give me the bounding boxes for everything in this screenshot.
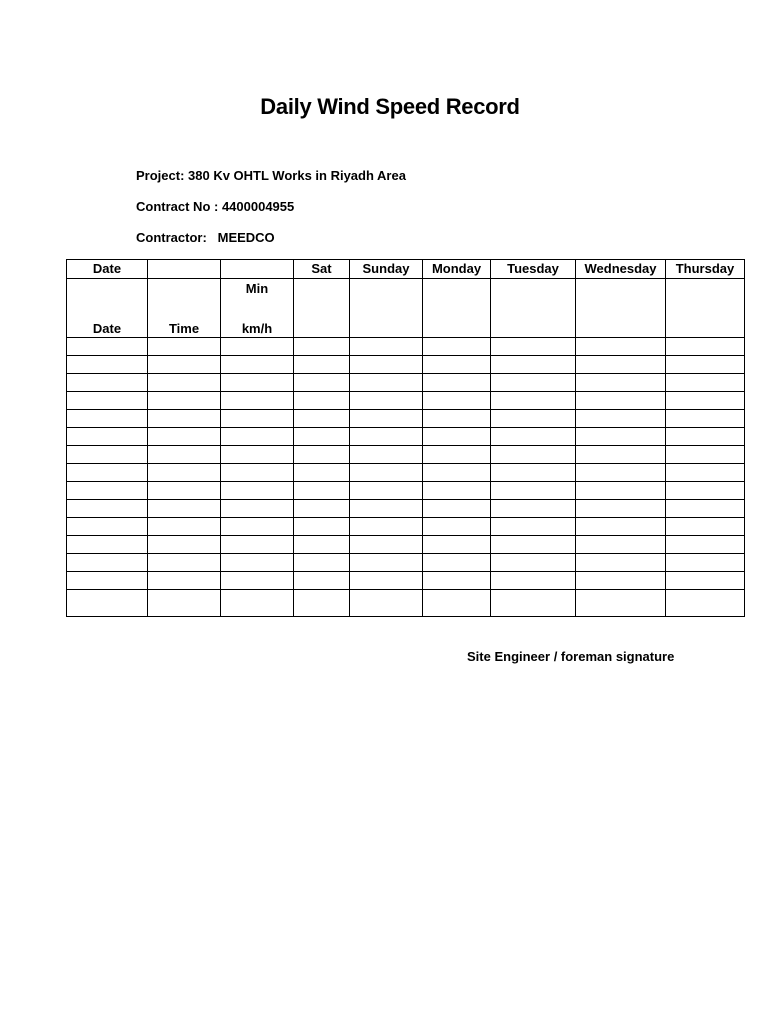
table-cell[interactable] [67,464,148,482]
table-cell[interactable] [67,446,148,464]
table-cell[interactable] [491,554,576,572]
table-cell[interactable] [350,392,423,410]
table-cell[interactable] [294,536,350,554]
table-cell[interactable] [423,464,491,482]
table-cell[interactable] [221,356,294,374]
table-cell[interactable] [423,554,491,572]
table-cell[interactable] [67,572,148,590]
table-cell[interactable] [67,356,148,374]
table-cell[interactable] [148,482,221,500]
table-cell[interactable] [221,572,294,590]
table-cell[interactable] [666,464,745,482]
table-cell[interactable] [576,374,666,392]
table-cell[interactable] [423,392,491,410]
page-title: Daily Wind Speed Record [260,94,520,119]
subheader-cell [666,279,745,338]
table-cell[interactable] [666,572,745,590]
table-cell[interactable] [221,500,294,518]
table-cell[interactable] [221,338,294,356]
table-cell[interactable] [148,392,221,410]
table-row [67,374,745,392]
table-cell[interactable] [423,500,491,518]
table-cell[interactable] [148,428,221,446]
table-row [67,446,745,464]
table-cell[interactable] [350,428,423,446]
table-cell[interactable] [576,338,666,356]
table-row [67,428,745,446]
subheader-unit-label: km/h [241,321,273,336]
table-cell[interactable] [294,482,350,500]
table-cell[interactable] [294,410,350,428]
table-row [67,500,745,518]
table-cell[interactable] [576,518,666,536]
table-cell[interactable] [491,500,576,518]
subheader-cell [350,279,423,338]
contractor-line: Contractor: MEEDCO [136,230,275,245]
table-cell[interactable] [148,464,221,482]
header-wednesday: Wednesday [576,260,666,279]
table-cell[interactable] [148,590,221,617]
table-row [67,518,745,536]
table-cell[interactable] [576,392,666,410]
table-cell[interactable] [576,428,666,446]
table-cell[interactable] [666,374,745,392]
table-cell[interactable] [148,374,221,392]
table-cell[interactable] [491,356,576,374]
header-blank-1 [148,260,221,279]
header-date: Date [67,260,148,279]
table-cell[interactable] [221,536,294,554]
subheader-date: Date [67,279,148,338]
table-cell[interactable] [576,536,666,554]
table-cell[interactable] [576,554,666,572]
subheader-cell [294,279,350,338]
table-cell[interactable] [294,554,350,572]
table-cell[interactable] [67,374,148,392]
table-cell[interactable] [423,482,491,500]
table-cell[interactable] [423,536,491,554]
table-row [67,410,745,428]
table-cell[interactable] [666,428,745,446]
table-cell[interactable] [294,338,350,356]
table-cell[interactable] [294,590,350,617]
table-cell[interactable] [491,446,576,464]
table-cell[interactable] [576,464,666,482]
table-cell[interactable] [423,446,491,464]
header-thursday: Thursday [666,260,745,279]
signature-label: Site Engineer / foreman signature [467,649,675,664]
table-cell[interactable] [67,554,148,572]
table-cell[interactable] [67,410,148,428]
table-cell[interactable] [67,536,148,554]
table-header-row [67,260,745,279]
table-cell[interactable] [67,518,148,536]
table-cell[interactable] [67,482,148,500]
table-cell[interactable] [491,338,576,356]
table-row [67,554,745,572]
table-cell[interactable] [666,590,745,617]
table-cell[interactable] [423,338,491,356]
table-cell[interactable] [350,410,423,428]
table-cell[interactable] [294,374,350,392]
table-cell[interactable] [423,410,491,428]
table-cell[interactable] [294,572,350,590]
table-cell[interactable] [576,572,666,590]
table-cell[interactable] [350,374,423,392]
table-cell[interactable] [423,428,491,446]
table-cell[interactable] [491,572,576,590]
table-cell[interactable] [67,590,148,617]
table-cell[interactable] [576,446,666,464]
table-cell[interactable] [294,500,350,518]
table-cell[interactable] [350,518,423,536]
header-sat: Sat [294,260,350,279]
table-cell[interactable] [350,446,423,464]
table-cell[interactable] [221,518,294,536]
table-cell[interactable] [576,500,666,518]
table-cell[interactable] [666,518,745,536]
table-cell[interactable] [491,464,576,482]
table-cell[interactable] [350,554,423,572]
table-row [67,590,745,617]
table-cell[interactable] [350,464,423,482]
table-cell[interactable] [221,482,294,500]
table-cell[interactable] [491,428,576,446]
subheader-min-label: Min [245,281,269,296]
table-cell[interactable] [148,356,221,374]
table-row [67,572,745,590]
table-cell[interactable] [67,500,148,518]
table-cell[interactable] [491,392,576,410]
table-cell[interactable] [666,392,745,410]
table-cell[interactable] [576,410,666,428]
table-cell[interactable] [491,482,576,500]
table-cell[interactable] [666,410,745,428]
table-cell[interactable] [576,482,666,500]
table-cell[interactable] [148,572,221,590]
table-cell[interactable] [350,500,423,518]
table-cell[interactable] [666,482,745,500]
table-cell[interactable] [294,356,350,374]
table-cell[interactable] [491,410,576,428]
table-cell[interactable] [423,356,491,374]
table-cell[interactable] [67,338,148,356]
table-row [67,356,745,374]
table-cell[interactable] [221,374,294,392]
table-cell[interactable] [148,446,221,464]
table-cell[interactable] [666,536,745,554]
contract-number-line: Contract No : 4400004955 [136,199,295,214]
table-cell[interactable] [423,590,491,617]
table-cell[interactable] [350,572,423,590]
table-cell[interactable] [491,536,576,554]
table-cell[interactable] [221,464,294,482]
table-cell[interactable] [666,446,745,464]
table-cell[interactable] [576,590,666,617]
table-cell[interactable] [221,554,294,572]
table-cell[interactable] [491,518,576,536]
subheader-cell [423,279,491,338]
table-row [67,392,745,410]
table-cell[interactable] [350,338,423,356]
project-line: Project: 380 Kv OHTL Works in Riyadh Area [136,168,406,183]
table-cell[interactable] [148,338,221,356]
table-row [67,338,745,356]
table-cell[interactable] [148,500,221,518]
header-sunday: Sunday [350,260,423,279]
table-cell[interactable] [148,518,221,536]
subheader-cell [576,279,666,338]
table-cell[interactable] [350,590,423,617]
table-cell[interactable] [576,356,666,374]
table-cell[interactable] [350,482,423,500]
table-cell[interactable] [221,410,294,428]
table-cell[interactable] [491,374,576,392]
table-cell[interactable] [666,500,745,518]
table-cell[interactable] [294,464,350,482]
table-cell[interactable] [148,536,221,554]
table-cell[interactable] [423,572,491,590]
header-monday: Monday [423,260,491,279]
table-cell[interactable] [67,392,148,410]
table-cell[interactable] [350,356,423,374]
subheader-min-speed [221,279,294,338]
table-row [67,464,745,482]
table-cell[interactable] [294,518,350,536]
table-cell[interactable] [294,392,350,410]
table-cell[interactable] [666,356,745,374]
table-cell[interactable] [423,374,491,392]
header-blank-2 [221,260,294,279]
table-cell[interactable] [221,392,294,410]
table-cell[interactable] [666,554,745,572]
wind-speed-table [66,259,745,617]
table-cell[interactable] [221,590,294,617]
table-cell[interactable] [221,446,294,464]
table-subheader-row [67,279,745,338]
table-cell[interactable] [666,338,745,356]
table-cell[interactable] [221,428,294,446]
table-cell[interactable] [350,536,423,554]
table-cell[interactable] [294,446,350,464]
table-cell[interactable] [148,410,221,428]
table-cell[interactable] [294,428,350,446]
subheader-cell [491,279,576,338]
table-row [67,536,745,554]
subheader-time: Time [148,279,221,338]
table-cell[interactable] [148,554,221,572]
table-row [67,482,745,500]
table-cell[interactable] [67,428,148,446]
table-cell[interactable] [423,518,491,536]
table-cell[interactable] [491,590,576,617]
header-tuesday: Tuesday [491,260,576,279]
